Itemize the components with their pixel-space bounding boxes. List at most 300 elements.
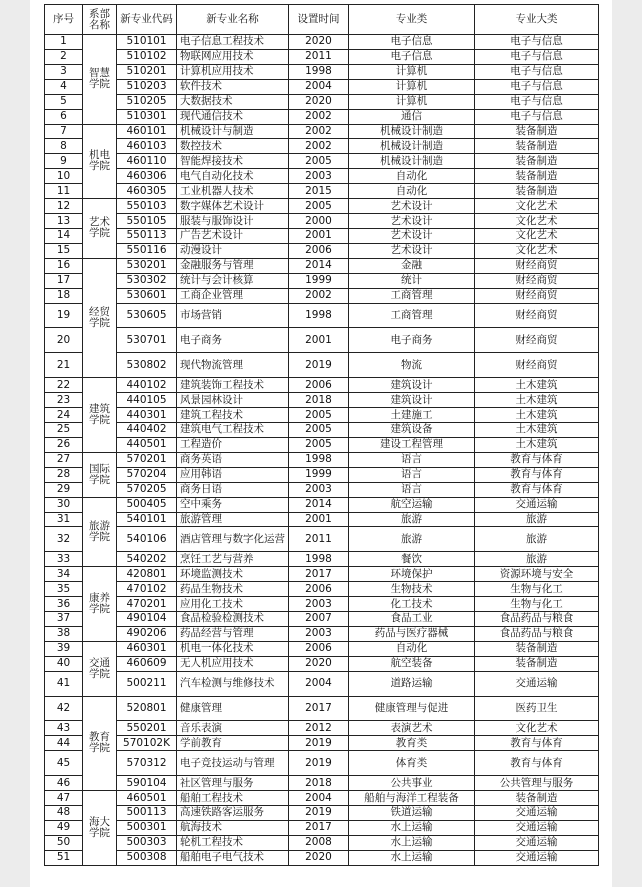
major-name: 药品经营与管理 xyxy=(177,626,289,641)
major-name: 大数据技术 xyxy=(177,94,289,109)
table-row xyxy=(45,671,599,696)
major-class: 电子商务 xyxy=(349,328,475,353)
table-row xyxy=(45,497,599,512)
major-class: 生物技术 xyxy=(349,582,475,597)
major-class: 土建施工 xyxy=(349,408,475,423)
major-category: 装备制造 xyxy=(475,656,599,671)
table-row xyxy=(45,552,599,567)
major-category: 土木建筑 xyxy=(475,437,599,452)
major-category: 旅游 xyxy=(475,552,599,567)
document-page xyxy=(30,0,612,887)
row-no: 5 xyxy=(45,94,83,109)
major-name: 烹饪工艺与营养 xyxy=(177,552,289,567)
major-class: 计算机 xyxy=(349,64,475,79)
setup-year: 2019 xyxy=(289,751,349,776)
row-no: 29 xyxy=(45,482,83,497)
major-name: 音乐表演 xyxy=(177,721,289,736)
setup-year: 1998 xyxy=(289,303,349,328)
major-code: 530302 xyxy=(117,273,177,288)
major-code: 490206 xyxy=(117,626,177,641)
setup-year: 2002 xyxy=(289,124,349,139)
major-category: 装备制造 xyxy=(475,124,599,139)
department-cell: 机电学院 xyxy=(83,124,117,199)
major-category: 文化艺术 xyxy=(475,214,599,229)
major-code: 520801 xyxy=(117,696,177,721)
major-table xyxy=(44,4,599,866)
row-no: 20 xyxy=(45,328,83,353)
major-class: 语言 xyxy=(349,482,475,497)
setup-year: 2015 xyxy=(289,184,349,199)
major-name: 广告艺术设计 xyxy=(177,228,289,243)
setup-year: 2002 xyxy=(289,288,349,303)
major-code: 420801 xyxy=(117,567,177,582)
major-name: 电子商务 xyxy=(177,328,289,353)
major-name: 健康管理 xyxy=(177,696,289,721)
header-code: 新专业代码 xyxy=(117,5,177,35)
setup-year: 2017 xyxy=(289,820,349,835)
table-row xyxy=(45,378,599,393)
setup-year: 1998 xyxy=(289,452,349,467)
major-class: 环境保护 xyxy=(349,567,475,582)
department-cell: 经贸学院 xyxy=(83,258,117,377)
table-row xyxy=(45,184,599,199)
table-row xyxy=(45,721,599,736)
table-row xyxy=(45,696,599,721)
table-row xyxy=(45,751,599,776)
major-category: 公共管理与服务 xyxy=(475,776,599,791)
header-major-category: 专业大类 xyxy=(475,5,599,35)
major-name: 服装与服饰设计 xyxy=(177,214,289,229)
setup-year: 2006 xyxy=(289,378,349,393)
setup-year: 2020 xyxy=(289,656,349,671)
row-no: 21 xyxy=(45,353,83,378)
major-code: 510102 xyxy=(117,49,177,64)
major-class: 物流 xyxy=(349,353,475,378)
row-no: 6 xyxy=(45,109,83,124)
major-code: 510201 xyxy=(117,64,177,79)
major-name: 物联网应用技术 xyxy=(177,49,289,64)
setup-year: 2002 xyxy=(289,109,349,124)
setup-year: 2008 xyxy=(289,835,349,850)
major-code: 460103 xyxy=(117,139,177,154)
major-category: 土木建筑 xyxy=(475,393,599,408)
major-class: 旅游 xyxy=(349,527,475,552)
setup-year: 1999 xyxy=(289,273,349,288)
major-name: 工商企业管理 xyxy=(177,288,289,303)
major-name: 学前教育 xyxy=(177,736,289,751)
major-class: 艺术设计 xyxy=(349,228,475,243)
major-class: 电子信息 xyxy=(349,35,475,50)
major-name: 机械设计与制造 xyxy=(177,124,289,139)
major-code: 460110 xyxy=(117,154,177,169)
department-cell: 国际学院 xyxy=(83,452,117,497)
major-code: 570205 xyxy=(117,482,177,497)
row-no: 26 xyxy=(45,437,83,452)
row-no: 4 xyxy=(45,79,83,94)
major-code: 460305 xyxy=(117,184,177,199)
setup-year: 2020 xyxy=(289,850,349,865)
header-year: 设置时间 xyxy=(289,5,349,35)
row-no: 34 xyxy=(45,567,83,582)
major-code: 460501 xyxy=(117,791,177,806)
table-row xyxy=(45,228,599,243)
setup-year: 2020 xyxy=(289,35,349,50)
setup-year: 2001 xyxy=(289,228,349,243)
major-category: 财经商贸 xyxy=(475,328,599,353)
major-class: 艺术设计 xyxy=(349,214,475,229)
major-code: 530601 xyxy=(117,288,177,303)
major-category: 土木建筑 xyxy=(475,422,599,437)
major-name: 数字媒体艺术设计 xyxy=(177,199,289,214)
setup-year: 2017 xyxy=(289,567,349,582)
row-no: 42 xyxy=(45,696,83,721)
major-category: 旅游 xyxy=(475,527,599,552)
major-class: 自动化 xyxy=(349,169,475,184)
major-category: 装备制造 xyxy=(475,139,599,154)
major-name: 工业机器人技术 xyxy=(177,184,289,199)
row-no: 30 xyxy=(45,497,83,512)
table-row xyxy=(45,328,599,353)
major-class: 旅游 xyxy=(349,512,475,527)
major-category: 财经商贸 xyxy=(475,273,599,288)
setup-year: 2001 xyxy=(289,512,349,527)
major-name: 商务日语 xyxy=(177,482,289,497)
major-code: 550105 xyxy=(117,214,177,229)
major-code: 570201 xyxy=(117,452,177,467)
setup-year: 2003 xyxy=(289,626,349,641)
row-no: 17 xyxy=(45,273,83,288)
setup-year: 2012 xyxy=(289,721,349,736)
table-row xyxy=(45,35,599,50)
major-code: 440105 xyxy=(117,393,177,408)
major-class: 食品工业 xyxy=(349,612,475,627)
row-no: 43 xyxy=(45,721,83,736)
table-row xyxy=(45,139,599,154)
setup-year: 2011 xyxy=(289,527,349,552)
row-no: 40 xyxy=(45,656,83,671)
setup-year: 2019 xyxy=(289,353,349,378)
major-class: 电子信息 xyxy=(349,49,475,64)
setup-year: 2005 xyxy=(289,437,349,452)
major-name: 数控技术 xyxy=(177,139,289,154)
major-name: 无人机应用技术 xyxy=(177,656,289,671)
major-category: 装备制造 xyxy=(475,791,599,806)
major-name: 机电一体化技术 xyxy=(177,641,289,656)
major-category: 医药卫生 xyxy=(475,696,599,721)
major-category: 教育与体育 xyxy=(475,736,599,751)
major-name: 统计与会计核算 xyxy=(177,273,289,288)
major-category: 电子与信息 xyxy=(475,109,599,124)
row-no: 50 xyxy=(45,835,83,850)
setup-year: 2017 xyxy=(289,696,349,721)
row-no: 11 xyxy=(45,184,83,199)
major-category: 财经商贸 xyxy=(475,353,599,378)
major-name: 船舶工程技术 xyxy=(177,791,289,806)
row-no: 38 xyxy=(45,626,83,641)
header-no: 序号 xyxy=(45,5,83,35)
major-class: 计算机 xyxy=(349,79,475,94)
row-no: 22 xyxy=(45,378,83,393)
major-code: 460609 xyxy=(117,656,177,671)
row-no: 28 xyxy=(45,467,83,482)
major-category: 生物与化工 xyxy=(475,597,599,612)
major-category: 教育与体育 xyxy=(475,482,599,497)
row-no: 1 xyxy=(45,35,83,50)
table-row xyxy=(45,482,599,497)
major-class: 餐饮 xyxy=(349,552,475,567)
table-row xyxy=(45,820,599,835)
major-class: 体育类 xyxy=(349,751,475,776)
major-name: 现代物流管理 xyxy=(177,353,289,378)
major-code: 570312 xyxy=(117,751,177,776)
setup-year: 2004 xyxy=(289,671,349,696)
major-class: 水上运输 xyxy=(349,850,475,865)
major-code: 550113 xyxy=(117,228,177,243)
major-name: 现代通信技术 xyxy=(177,109,289,124)
major-code: 510203 xyxy=(117,79,177,94)
major-name: 电气自动化技术 xyxy=(177,169,289,184)
setup-year: 2018 xyxy=(289,393,349,408)
major-code: 530802 xyxy=(117,353,177,378)
row-no: 51 xyxy=(45,850,83,865)
major-class: 化工技术 xyxy=(349,597,475,612)
major-name: 风景园林设计 xyxy=(177,393,289,408)
major-category: 文化艺术 xyxy=(475,243,599,258)
major-category: 财经商贸 xyxy=(475,303,599,328)
major-code: 500303 xyxy=(117,835,177,850)
setup-year: 2005 xyxy=(289,199,349,214)
table-row xyxy=(45,214,599,229)
department-cell: 建筑学院 xyxy=(83,378,117,453)
setup-year: 2019 xyxy=(289,806,349,821)
major-name: 工程造价 xyxy=(177,437,289,452)
major-class: 公共事业 xyxy=(349,776,475,791)
major-code: 530605 xyxy=(117,303,177,328)
major-code: 460101 xyxy=(117,124,177,139)
major-class: 工商管理 xyxy=(349,288,475,303)
setup-year: 1998 xyxy=(289,552,349,567)
row-no: 10 xyxy=(45,169,83,184)
major-name: 市场营销 xyxy=(177,303,289,328)
major-category: 电子与信息 xyxy=(475,35,599,50)
setup-year: 2020 xyxy=(289,94,349,109)
setup-year: 2007 xyxy=(289,612,349,627)
table-row xyxy=(45,64,599,79)
row-no: 49 xyxy=(45,820,83,835)
major-class: 药品与医疗器械 xyxy=(349,626,475,641)
row-no: 27 xyxy=(45,452,83,467)
major-category: 财经商贸 xyxy=(475,258,599,273)
major-category: 土木建筑 xyxy=(475,408,599,423)
major-code: 570102K xyxy=(117,736,177,751)
table-row xyxy=(45,437,599,452)
major-code: 440402 xyxy=(117,422,177,437)
major-code: 440501 xyxy=(117,437,177,452)
major-class: 铁道运输 xyxy=(349,806,475,821)
major-name: 船舶电子电气技术 xyxy=(177,850,289,865)
table-row xyxy=(45,512,599,527)
major-category: 装备制造 xyxy=(475,154,599,169)
major-category: 交通运输 xyxy=(475,835,599,850)
header-name: 新专业名称 xyxy=(177,5,289,35)
major-class: 语言 xyxy=(349,452,475,467)
major-class: 机械设计制造 xyxy=(349,124,475,139)
table-row xyxy=(45,353,599,378)
major-name: 汽车检测与维修技术 xyxy=(177,671,289,696)
table-row xyxy=(45,393,599,408)
major-class: 建筑设备 xyxy=(349,422,475,437)
major-category: 装备制造 xyxy=(475,169,599,184)
table-row xyxy=(45,408,599,423)
major-name: 空中乘务 xyxy=(177,497,289,512)
major-name: 应用化工技术 xyxy=(177,597,289,612)
major-class: 建筑设计 xyxy=(349,393,475,408)
table-row xyxy=(45,612,599,627)
major-code: 510301 xyxy=(117,109,177,124)
major-class: 教育类 xyxy=(349,736,475,751)
major-name: 智能焊接技术 xyxy=(177,154,289,169)
major-name: 食品检验检测技术 xyxy=(177,612,289,627)
major-class: 语言 xyxy=(349,467,475,482)
row-no: 36 xyxy=(45,597,83,612)
table-row xyxy=(45,567,599,582)
major-class: 自动化 xyxy=(349,184,475,199)
header-department: 系部名称 xyxy=(83,5,117,35)
table-row xyxy=(45,79,599,94)
major-category: 交通运输 xyxy=(475,806,599,821)
major-code: 500308 xyxy=(117,850,177,865)
major-category: 生物与化工 xyxy=(475,582,599,597)
row-no: 48 xyxy=(45,806,83,821)
row-no: 37 xyxy=(45,612,83,627)
major-class: 艺术设计 xyxy=(349,199,475,214)
major-category: 电子与信息 xyxy=(475,64,599,79)
setup-year: 2005 xyxy=(289,422,349,437)
department-cell: 海大学院 xyxy=(83,791,117,866)
row-no: 31 xyxy=(45,512,83,527)
major-category: 装备制造 xyxy=(475,641,599,656)
major-code: 440301 xyxy=(117,408,177,423)
setup-year: 2004 xyxy=(289,791,349,806)
major-name: 商务英语 xyxy=(177,452,289,467)
row-no: 7 xyxy=(45,124,83,139)
major-category: 旅游 xyxy=(475,512,599,527)
major-class: 金融 xyxy=(349,258,475,273)
setup-year: 2006 xyxy=(289,641,349,656)
major-category: 交通运输 xyxy=(475,850,599,865)
major-class: 艺术设计 xyxy=(349,243,475,258)
table-row xyxy=(45,422,599,437)
row-no: 14 xyxy=(45,228,83,243)
table-row xyxy=(45,94,599,109)
table-row xyxy=(45,452,599,467)
setup-year: 2014 xyxy=(289,258,349,273)
major-name: 环境监测技术 xyxy=(177,567,289,582)
table-row xyxy=(45,199,599,214)
table-row xyxy=(45,288,599,303)
row-no: 15 xyxy=(45,243,83,258)
major-class: 计算机 xyxy=(349,94,475,109)
row-no: 2 xyxy=(45,49,83,64)
row-no: 12 xyxy=(45,199,83,214)
department-cell: 智慧学院 xyxy=(83,35,117,125)
major-name: 旅游管理 xyxy=(177,512,289,527)
table-row xyxy=(45,467,599,482)
major-class: 表演艺术 xyxy=(349,721,475,736)
table-row xyxy=(45,656,599,671)
major-code: 540106 xyxy=(117,527,177,552)
table-row xyxy=(45,835,599,850)
setup-year: 1999 xyxy=(289,467,349,482)
table-row xyxy=(45,169,599,184)
major-name: 计算机应用技术 xyxy=(177,64,289,79)
row-no: 46 xyxy=(45,776,83,791)
major-name: 软件技术 xyxy=(177,79,289,94)
row-no: 16 xyxy=(45,258,83,273)
major-category: 装备制造 xyxy=(475,184,599,199)
major-class: 工商管理 xyxy=(349,303,475,328)
row-no: 3 xyxy=(45,64,83,79)
row-no: 35 xyxy=(45,582,83,597)
department-cell: 艺术学院 xyxy=(83,199,117,259)
row-no: 39 xyxy=(45,641,83,656)
major-category: 教育与体育 xyxy=(475,452,599,467)
table-row xyxy=(45,273,599,288)
major-class: 船舶与海洋工程装备 xyxy=(349,791,475,806)
major-code: 490104 xyxy=(117,612,177,627)
major-name: 酒店管理与数字化运营 xyxy=(177,527,289,552)
row-no: 19 xyxy=(45,303,83,328)
table-row xyxy=(45,527,599,552)
row-no: 45 xyxy=(45,751,83,776)
major-code: 460306 xyxy=(117,169,177,184)
major-class: 航空装备 xyxy=(349,656,475,671)
major-code: 550116 xyxy=(117,243,177,258)
major-class: 通信 xyxy=(349,109,475,124)
row-no: 41 xyxy=(45,671,83,696)
row-no: 9 xyxy=(45,154,83,169)
major-category: 财经商贸 xyxy=(475,288,599,303)
setup-year: 2004 xyxy=(289,79,349,94)
major-name: 轮机工程技术 xyxy=(177,835,289,850)
table-row xyxy=(45,597,599,612)
table-body xyxy=(45,35,599,866)
setup-year: 2000 xyxy=(289,214,349,229)
setup-year: 2003 xyxy=(289,482,349,497)
major-name: 电子信息工程技术 xyxy=(177,35,289,50)
major-code: 440102 xyxy=(117,378,177,393)
setup-year: 2005 xyxy=(289,154,349,169)
table-row xyxy=(45,243,599,258)
major-code: 530201 xyxy=(117,258,177,273)
major-name: 建筑电气工程技术 xyxy=(177,422,289,437)
major-code: 570204 xyxy=(117,467,177,482)
major-name: 社区管理与服务 xyxy=(177,776,289,791)
major-class: 机械设计制造 xyxy=(349,154,475,169)
table-header-row xyxy=(45,5,599,35)
table-row xyxy=(45,124,599,139)
major-code: 550103 xyxy=(117,199,177,214)
row-no: 47 xyxy=(45,791,83,806)
setup-year: 2003 xyxy=(289,169,349,184)
major-category: 食品药品与粮食 xyxy=(475,612,599,627)
major-name: 电子竞技运动与管理 xyxy=(177,751,289,776)
major-category: 教育与体育 xyxy=(475,467,599,482)
major-name: 应用韩语 xyxy=(177,467,289,482)
major-name: 高速铁路客运服务 xyxy=(177,806,289,821)
major-class: 水上运输 xyxy=(349,820,475,835)
setup-year: 2014 xyxy=(289,497,349,512)
